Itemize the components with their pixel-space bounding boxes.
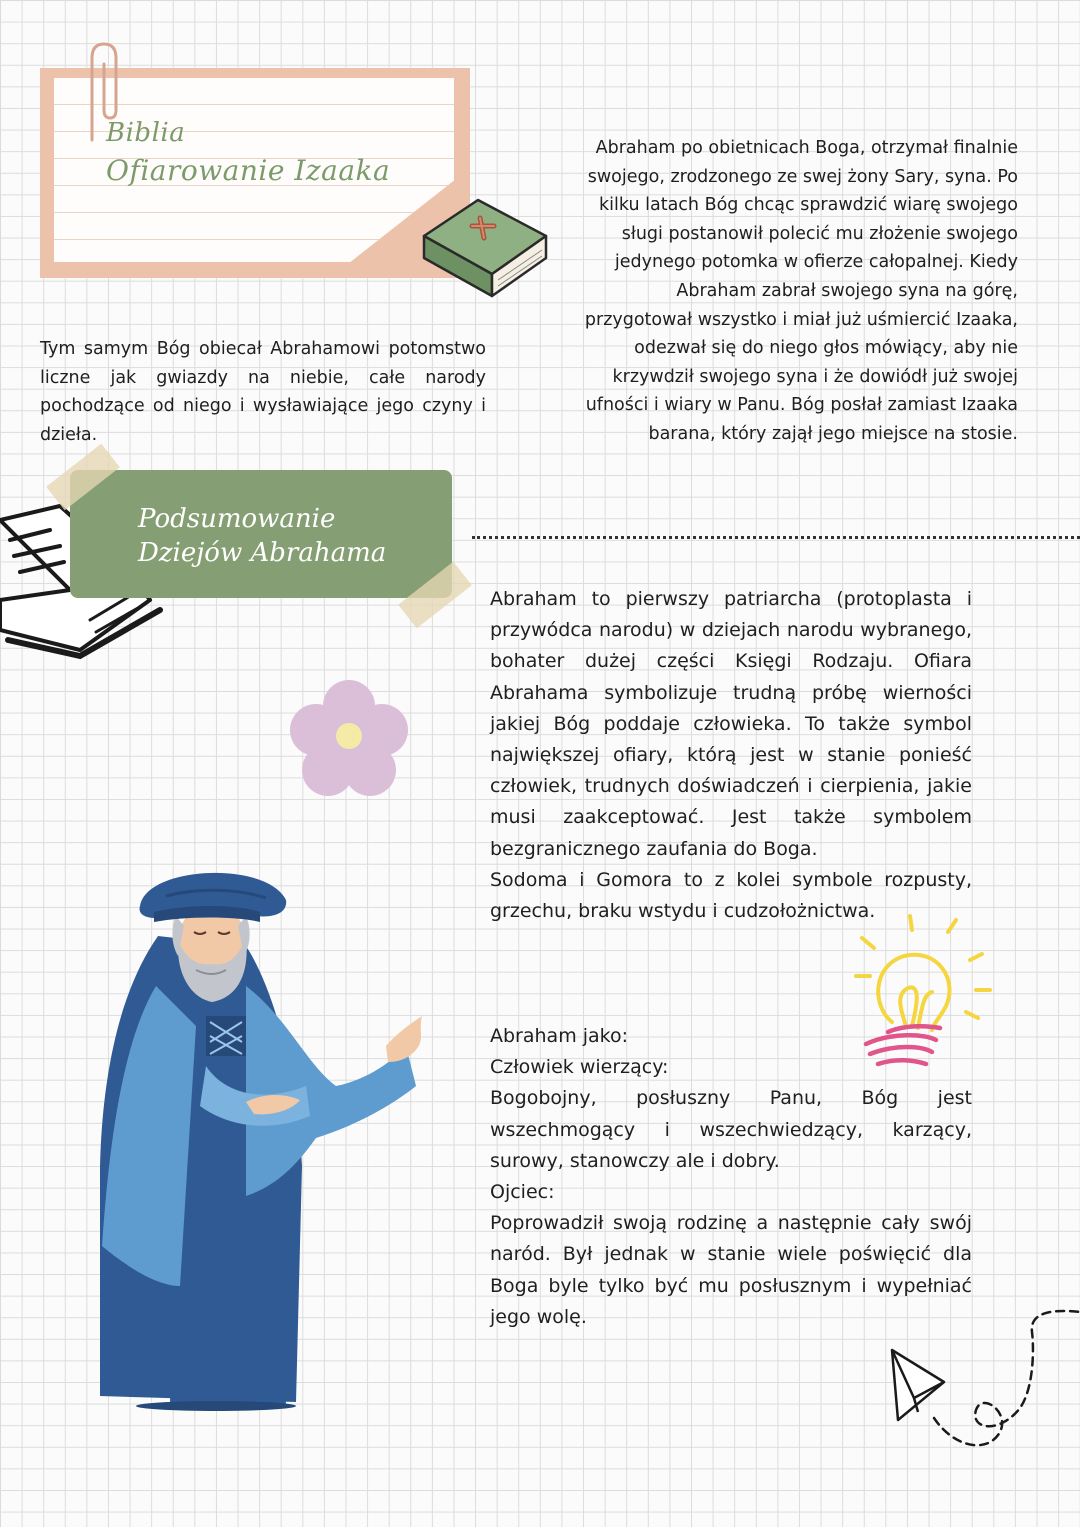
dotted-divider [472, 536, 1080, 539]
summary-text-block [490, 584, 972, 927]
flower-icon [286, 678, 412, 802]
believer-description: Bogobojny, posłuszny Panu, Bóg jest wszechmogący i wszechwiedzący, karzący, surowy, stanowczy ale i dobry. [490, 1087, 972, 1172]
paperclip-icon [70, 40, 130, 150]
intro-story-text: Abraham po obietnicach Boga, otrzymał finalnie swojego, zrodzonego ze swej żony Sary, syna. Po kilku latach Bóg chcąc sprawdzić wiarę swojego sługi postanowił polecić mu złożenie swojego jedynego potomka w ofierze całopalnej. Kiedy Abraham zabrał swojego syna na górę, przygotował wszystko i miał już uśmiercić Izaaka, odezwał się do niego głos mówiący, aby nie krzywdził swojego syna i że dowiódł już swojej ufności i wiary w Panu. Bóg posłał zamiast Izaaka barana, który zajął jego miejsce na stosie. [584, 138, 1018, 444]
summary-paragraph: Abraham to pierwszy patriarcha (protoplasta i przywódca narodu) w dziejach narodu wybranego, bohater dużej części Księgi Rodzaju. Ofiara Abrahama symbolizuje trudną próbę wierności jakiej Bóg poddaje człowieka. To także symbol największej ofiary, którą jest w stanie ponieść człowiek, trudnych doświadczeń i cierpienia, jakie musi zaakceptować. Jest także symbolem bezgranicznego zaufania do Boga. [490, 588, 972, 860]
summary-paragraph: Sodoma i Gomora to z kolei symbole rozpusty, grzechu, braku wstydu i cudzołożnictwa. [490, 868, 972, 923]
section-title-line2: Dziejów Abrahama [138, 538, 387, 568]
page-title: Ofiarowanie Izaaka [106, 154, 391, 187]
father-label: Ojciec: [490, 1181, 555, 1204]
paper-plane-icon [884, 1308, 1080, 1458]
intro-promise-text: Tym samym Bóg obiecał Abrahamowi potomstwo liczne jak gwiazdy na niebie, całe narody pochodzące od niego i wysławiające jego czyny i dzieła. [40, 339, 486, 445]
traits-heading: Abraham jako: [490, 1025, 629, 1047]
title-subject: Biblia [106, 118, 186, 148]
section-banner [70, 470, 452, 598]
believer-label: Człowiek wierzący: [490, 1056, 669, 1079]
section-title-line1: Podsumowanie [138, 504, 336, 534]
father-description: Poprowadził swoją rodzinę a następnie cały swój naród. Był jednak w stanie wiele poświęcić dla Boga byle tylko być mu posłusznym i wypełniać jego wolę. [490, 1212, 972, 1328]
bible-book-icon [418, 196, 552, 300]
traits-text-block [490, 1021, 972, 1333]
abraham-illustration [96, 866, 432, 1412]
